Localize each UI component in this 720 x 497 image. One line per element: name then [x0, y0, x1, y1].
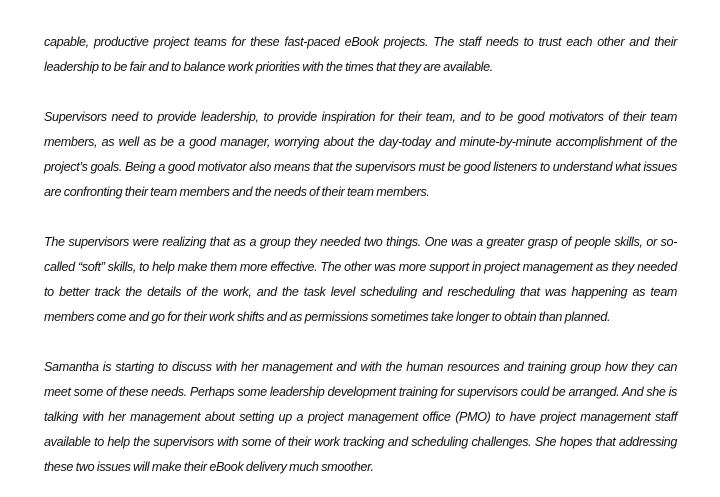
paragraph-supervisor-needs: The supervisors were realizing that as a group they needed two things. One was a greater grasp of people skills, or so-called “soft” skills, to help make them more effective. The other was more support in project management as they needed to better track the details of the work, and the task level scheduling and rescheduling that was happening as team members come and go for their work shifts and as permissions sometimes take longer to obtain than planned. [44, 235, 677, 324]
paragraph-team-trust: capable, productive project teams for these fast-paced eBook projects. The staff needs to trust each other and their leadership to be fair and to balance work priorities with the times that they are available. [44, 35, 677, 74]
document-body [44, 30, 677, 480]
paragraph-supervisor-leadership: Supervisors need to provide leadership, to provide inspiration for their team, and to be good motivators of their team members, as well as be a good manager, worrying about the day-today and minute-by-minute accomplishment of the project’s goals. Being a good motivator also means that the supervisors must be good listeners to understand what issues are confronting their team members and the needs of their team members. [44, 110, 677, 199]
paragraph-samantha-plan: Samantha is starting to discuss with her management and with the human resources and training group how they can meet some of these needs. Perhaps some leadership development training for supervisors could be arranged. And she is talking with her management about setting up a project management office (PMO) to have project management staff available to help the supervisors with some of their work tracking and scheduling challenges. She hopes that addressing these two issues will make their eBook delivery much smoother. [44, 360, 677, 474]
